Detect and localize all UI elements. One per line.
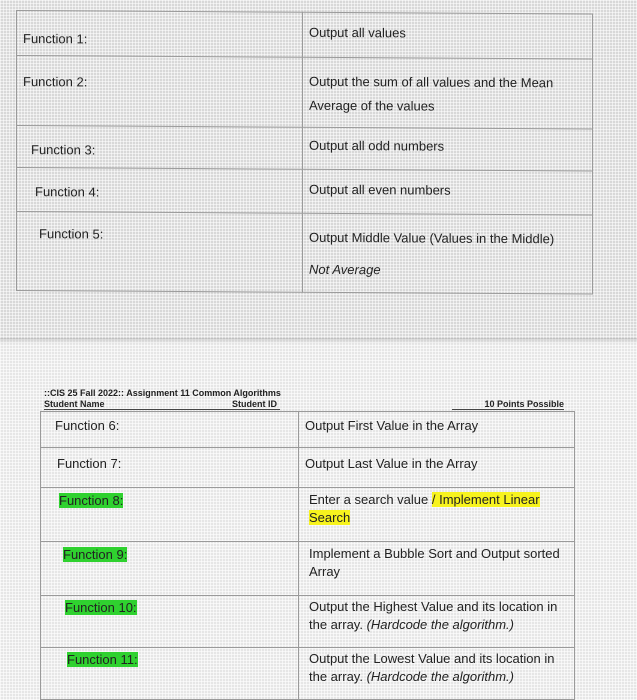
function-label-cell [17,11,303,58]
table-row [17,11,593,60]
function-label: Function 10: [65,600,137,615]
functions-table-top [16,10,593,295]
function-desc: Enter a search value [309,492,432,507]
function-desc-cell [303,169,593,215]
function-label-cell [17,56,303,128]
function-desc-cell [299,542,575,596]
function-label: Function 3: [31,142,96,158]
function-desc-italic: (Hardcode the algorithm.) [366,617,514,632]
functions-table-bottom [40,411,575,700]
function-label-cell [17,212,303,293]
table-row [41,542,575,596]
function-desc-line: Output the Lowest Value and its location in [309,651,555,666]
document-header [44,388,564,410]
function-label-cell [41,648,299,700]
function-desc-cell [299,448,575,488]
function-desc-cell [299,596,575,648]
function-desc-cell [303,57,593,129]
function-label-cell [41,412,299,448]
table-row [17,126,593,172]
function-desc-line: Average of the values [309,97,435,114]
function-desc-cell [299,412,575,448]
function-desc-cell [303,213,593,294]
function-desc-line: Array [309,564,341,579]
function-label: Function 1: [23,31,88,47]
function-desc-line: the array. [309,617,367,632]
function-desc-line: Output the sum of all values and the Mean [309,73,554,91]
function-desc-line: the array. [309,669,367,684]
table-row [41,412,575,448]
points-label: 10 Points Possible [484,399,564,409]
function-label: Function 2: [23,74,88,90]
function-label-cell [17,126,303,170]
function-desc: Output all values [309,24,406,41]
function-label-cell [41,488,299,542]
function-desc-cell [303,127,593,171]
function-label: Function 5: [39,226,104,242]
function-label: Function 7: [57,456,122,471]
function-label-cell [41,542,299,596]
function-label: Function 4: [35,184,100,200]
table-row [41,448,575,488]
header-underline [44,409,280,410]
student-name-label: Student Name [44,399,105,409]
function-label: Function 8: [59,493,124,508]
function-desc-cell [299,488,575,542]
table-row [41,648,575,700]
function-label-cell [41,596,299,648]
function-desc-italic: (Hardcode the algorithm.) [366,669,514,684]
assignment-title: ::CIS 25 Fall 2022:: Assignment 11 Common Algorithms [44,388,281,398]
function-desc: Output all odd numbers [309,137,445,154]
function-desc: Output all even numbers [309,181,451,198]
function-label: Function 9: [63,547,128,562]
function-note: Not Average [309,261,381,278]
table-row [41,488,575,542]
function-desc-highlight: / Implement Linear [431,492,540,507]
page-divider [0,338,637,344]
function-label-cell [41,448,299,488]
function-label: Function 6: [55,418,120,433]
table-row [41,596,575,648]
function-desc-line: Implement a Bubble Sort and Output sorted [309,546,560,561]
function-label-cell [17,168,303,214]
table-row [17,212,593,295]
student-id-label: Student ID [232,399,277,409]
function-desc: Output Last Value in the Array [305,456,478,471]
function-desc-line: Output Middle Value (Values in the Middle) [309,229,555,247]
function-desc-cell [303,12,593,59]
function-desc-cell [299,648,575,700]
points-underline [452,409,564,410]
table-row [17,56,593,130]
table-row [17,168,593,216]
function-desc-highlight: Search [309,510,351,525]
function-label: Function 11: [67,652,138,667]
function-desc-line: Output the Highest Value and its location in [309,599,558,614]
function-desc: Output First Value in the Array [305,418,479,433]
